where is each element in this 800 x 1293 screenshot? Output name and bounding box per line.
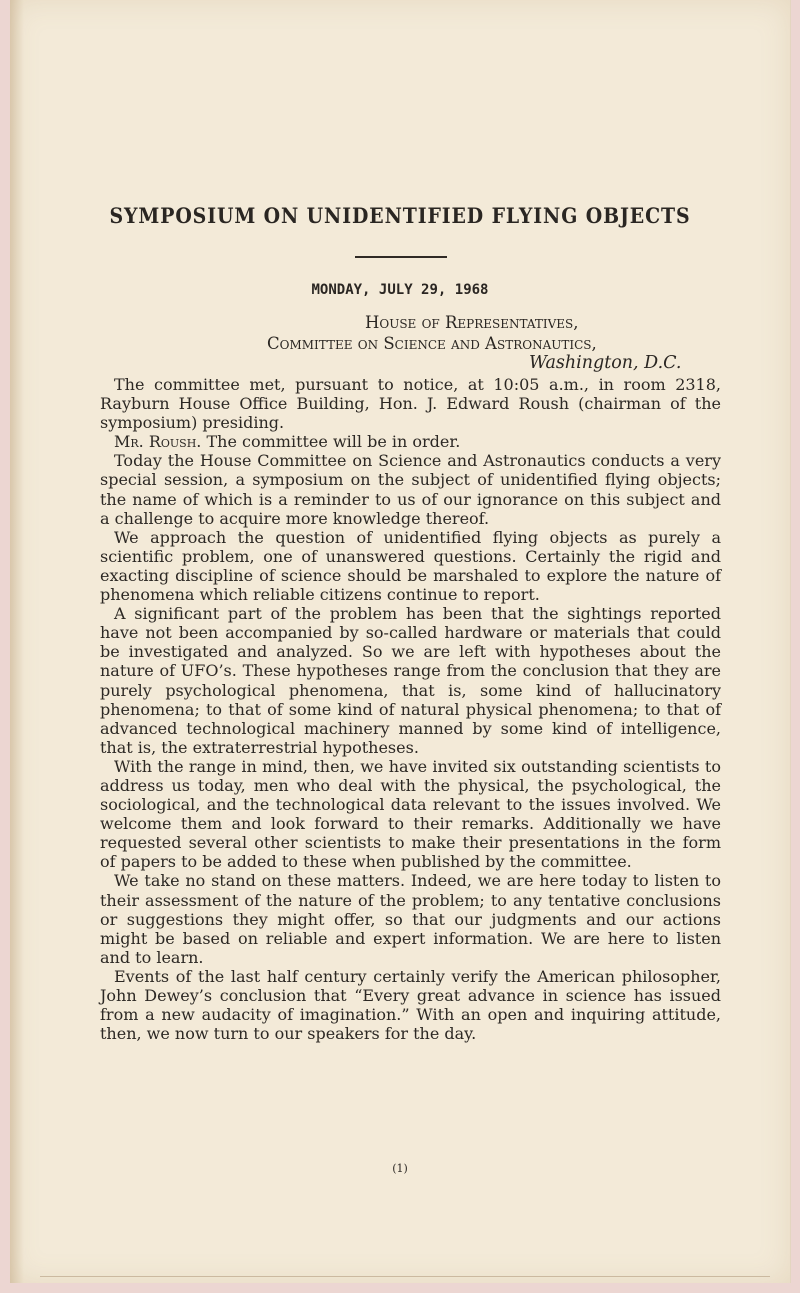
address-city: Washington, D.C.	[529, 353, 682, 373]
paragraph-5: A significant part of the problem has been that the sightings reported have not been accompanied by so-called hardware or materials that could be investigated and analyzed. So we are left with hypotheses about the nature of UFO’s. These hypotheses range from the conclusion that they are purely psychological phenomena, that is, some kind of hallucinatory phenomena; to that of some kind of natural physical phenomena; to that of advanced technological machinery manned by some kind of intelligence, that is, the extraterrestrial hypotheses.	[100, 604, 721, 757]
paragraph-6: With the range in mind, then, we have invited six outstanding scientists to address us today, men who deal with the physical, the psychological, the sociological, and the technological data relevant to the issues involved. We welcome them and look forward to their remarks. Additionally we have requested several other scientists to make their presentations in the form of papers to be added to these when published by the committee.	[100, 756, 721, 872]
paragraph-opening: The committee met, pursuant to notice, at 10:05 a.m., in room 2318, Rayburn House Office Building, Hon. J. Edward Roush (chairman of the symposium) presiding.	[100, 375, 721, 433]
paragraph-4: We approach the question of unidentified flying objects as purely a scientific problem, one of unanswered questions. Certainly the rigid and exacting discipline of science should be marshaled to explore the nature of phenomena which reliable citizens continue to report.	[100, 527, 721, 605]
body-text	[100, 375, 721, 1043]
document-page	[10, 0, 791, 1283]
speaker-name: Mr. Roush.	[114, 432, 202, 452]
session-date: MONDAY, JULY 29, 1968	[311, 282, 489, 298]
speaker-remark: The committee will be in order.	[201, 432, 461, 452]
document-title: SYMPOSIUM ON UNIDENTIFIED FLYING OBJECTS	[109, 203, 691, 228]
page-number: (1)	[392, 1162, 408, 1175]
paragraph-8: Events of the last half century certainly verify the American philosopher, John Dewey’s conclusion that “Every great advance in science has issued from a new audacity of imagination.” With an open and inquiring attitude, then, we now turn to our speakers for the day.	[100, 966, 721, 1044]
paragraph-speaker	[100, 432, 721, 451]
address-house: House of Representatives,	[365, 313, 579, 332]
paragraph-7: We take no stand on these matters. Indeed, we are here today to listen to their assessment of the nature of the problem; to any tentative conclusions or suggestions they might offer, so that our judgments and our actions might be based on reliable and expert information. We are here to listen and to learn.	[100, 871, 721, 967]
address-committee: Committee on Science and Astronautics,	[267, 334, 597, 353]
page-edge-line	[40, 1276, 770, 1277]
paragraph-3: Today the House Committee on Science and Astronautics conducts a very special session, a symposium on the subject of unidentified flying objects; the name of which is a reminder to us of our ignorance on this subject and a challenge to acquire more knowledge thereof.	[100, 451, 721, 528]
title-divider	[355, 256, 447, 258]
